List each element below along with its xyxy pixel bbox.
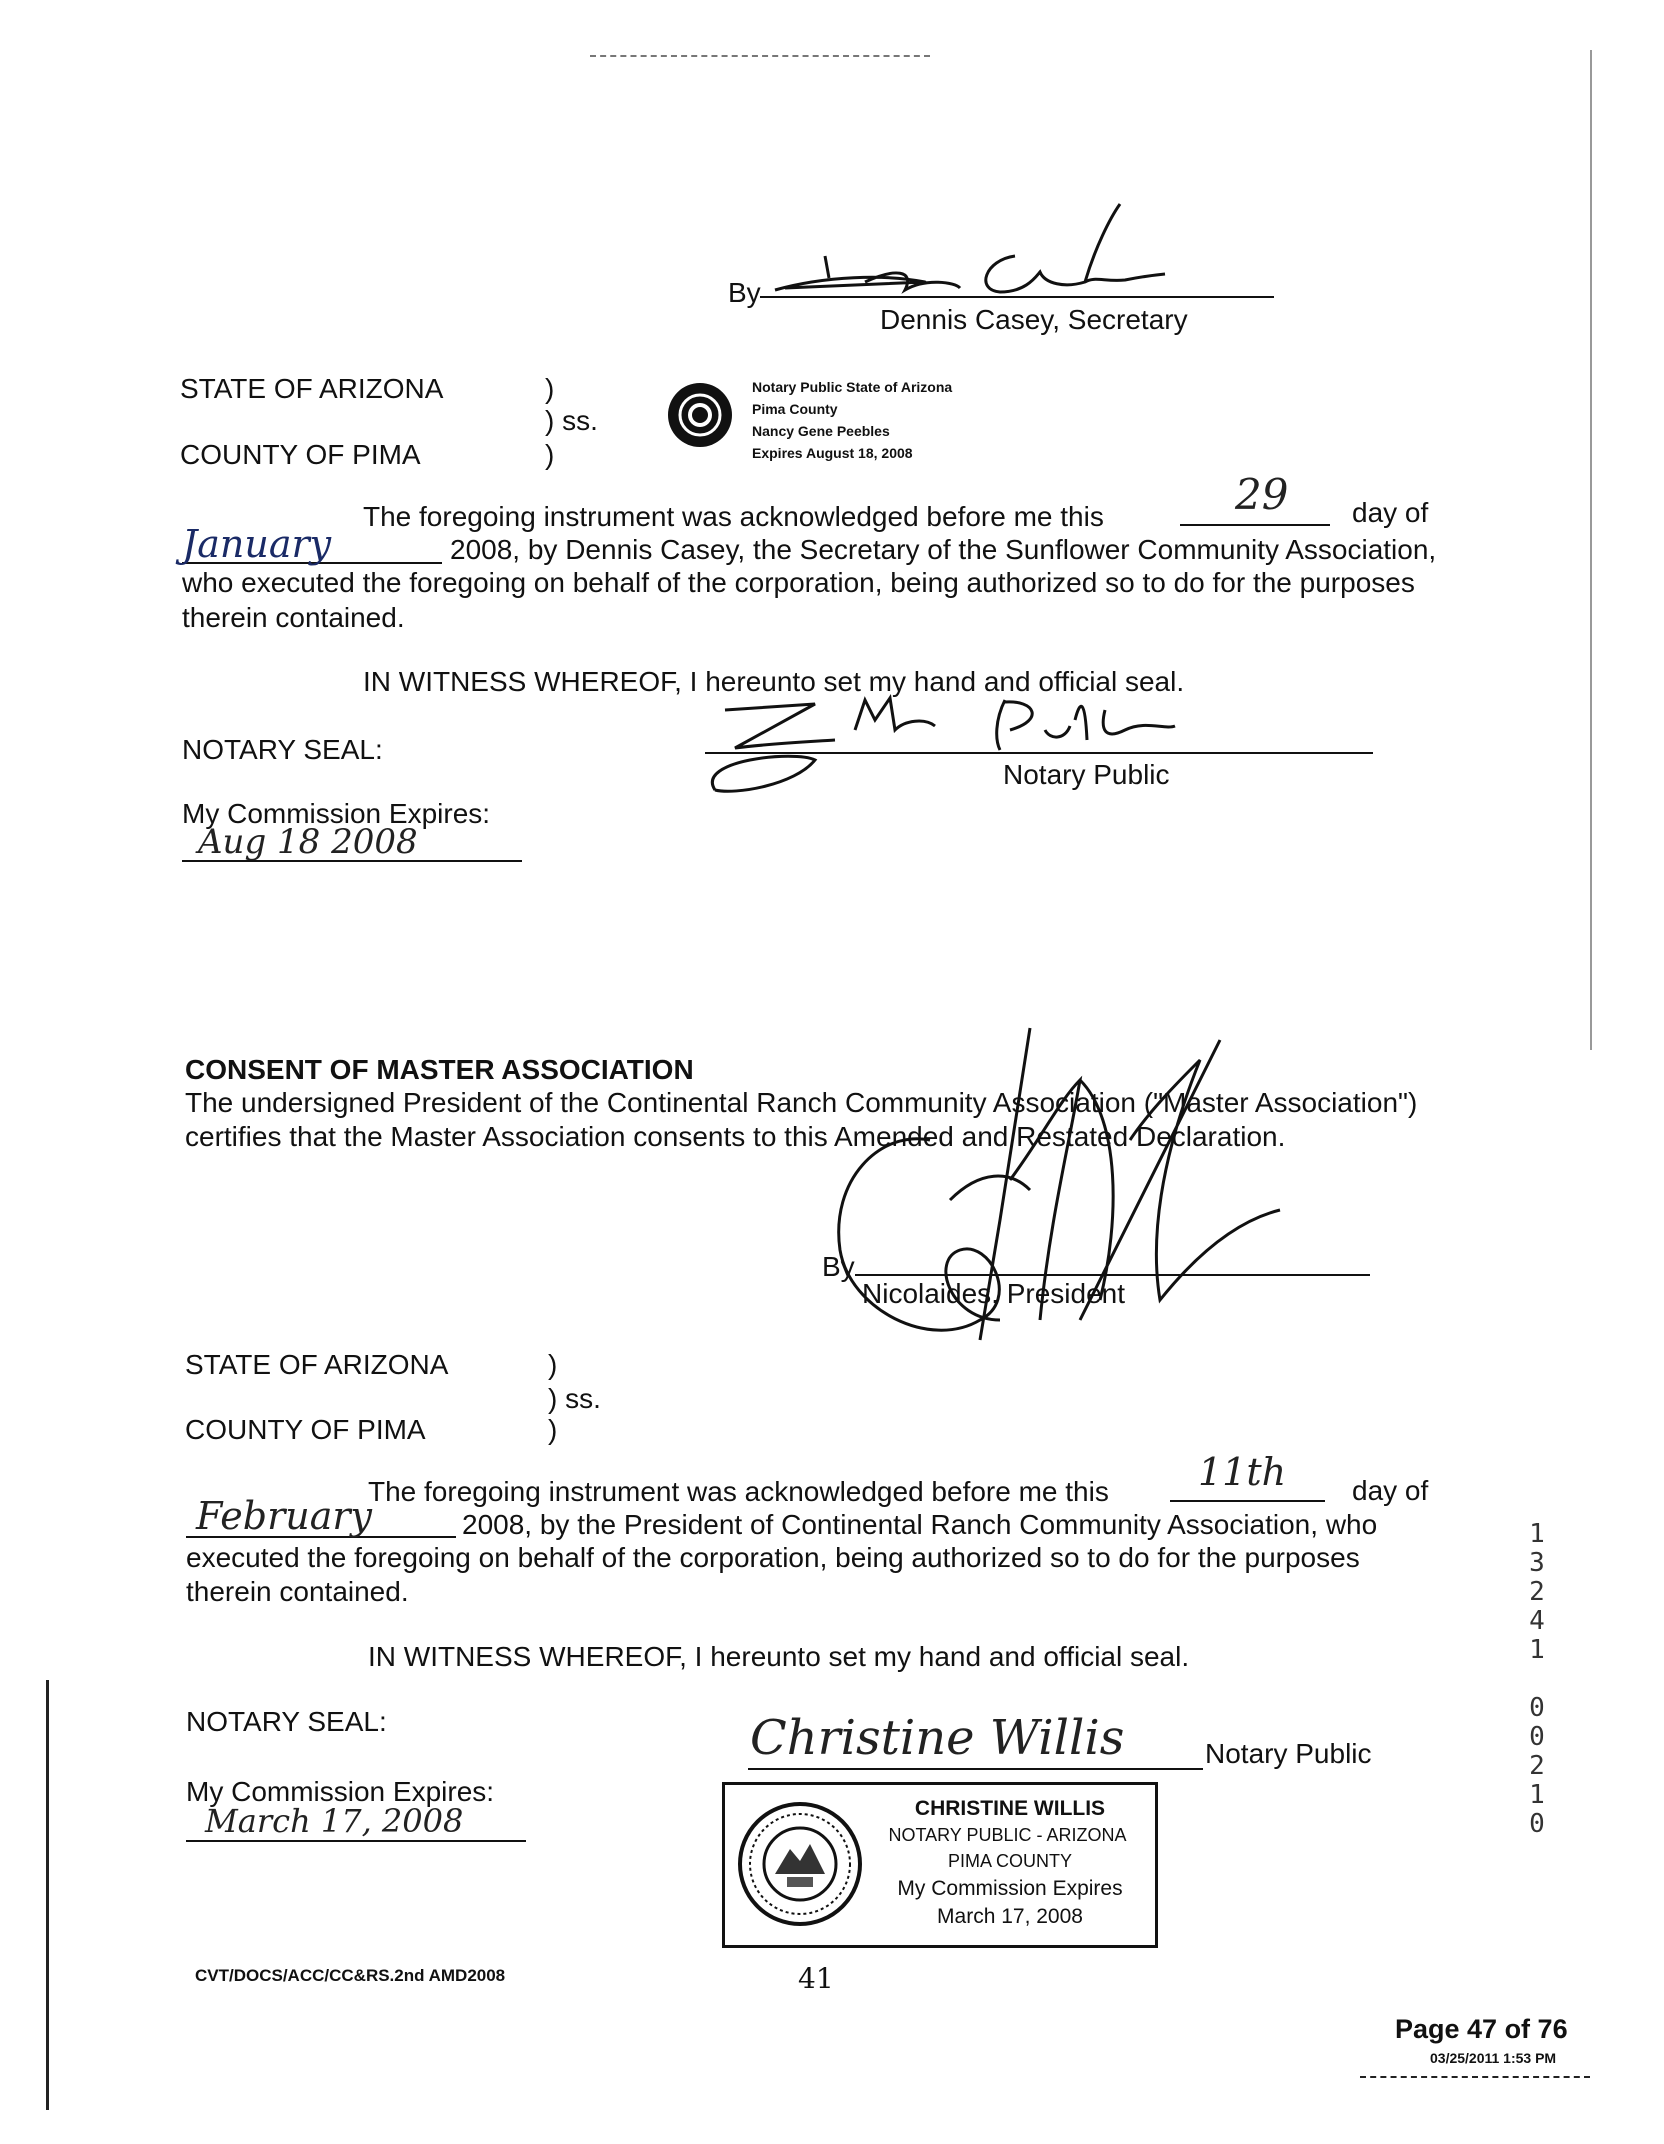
witness-text-2: IN WITNESS WHEREOF, I hereunto set my hand and official seal. [368,1641,1190,1672]
ack-line-2-2: executed the foregoing on behalf of the corporation, being authorized so to do for the purposes [186,1542,1360,1573]
consent-body-1: The undersigned President of the Continental Ranch Community Association ("Master Association") [185,1087,1418,1118]
ack-day: 29 [1235,470,1289,519]
ack-line-3: therein contained. [182,602,405,633]
consent-heading: CONSENT OF MASTER ASSOCIATION [185,1054,694,1085]
ss-label-2: ) ss. [548,1383,601,1414]
paren-3: ) [548,1349,558,1380]
by-label-2: By [822,1251,855,1282]
county-label: COUNTY OF PIMA [180,439,421,470]
ack-part-2-2: day of [1352,1475,1429,1506]
commission-line [182,860,522,862]
stamp-line-1: Notary Public State of Arizona [752,379,953,395]
signer-caption-2: Nicolaides, President [862,1278,1126,1309]
willis-stamp-line-3: PIMA COUNTY [947,1851,1072,1871]
state-label-2: STATE OF ARIZONA [185,1349,449,1380]
paren-2: ) [545,439,555,470]
ack-month-2: February [196,1494,373,1538]
willis-stamp-line-1: CHRISTINE WILLIS [914,1797,1106,1820]
ack-month: January [182,522,332,566]
ack-line-3-2: therein contained. [186,1576,409,1607]
willis-stamp-line-4: My Commission Expires [897,1877,1123,1900]
page-number: 41 [798,1962,834,1995]
stamp-line-4: Expires August 18, 2008 [752,445,913,461]
by-label: By [728,277,761,308]
commission-value-2: March 17, 2008 [205,1802,464,1840]
willis-stamp-line-5: March 17, 2008 [937,1905,1083,1928]
president-signature [780,1020,1320,1400]
county-label-2: COUNTY OF PIMA [185,1414,426,1445]
ss-label: ) ss. [545,405,598,436]
ack-part-1-2: The foregoing instrument was acknowledged before me this [368,1476,1109,1507]
left-margin-line [46,1680,49,2110]
ack-part-1: The foregoing instrument was acknowledged before me this [363,501,1104,532]
notary-public-caption-2: Notary Public [1205,1738,1372,1769]
notary-signature-willis: Christine Willis [750,1710,1125,1766]
ack-day-line-2 [1170,1500,1325,1502]
timestamp: 03/25/2011 1:53 PM [1430,2050,1557,2066]
notary-stamp-willis [722,1782,1158,1948]
commission-label: My Commission Expires: [182,798,491,829]
arizona-seal-icon [735,1799,865,1929]
ack-part-2: day of [1352,497,1429,528]
ack-rest-2: 2008, by the President of Continental Ranch Community Association, who [462,1509,1378,1540]
commission-line-2 [186,1840,526,1842]
recording-number: 1 3 2 4 1 0 0 2 1 0 [1529,1519,1545,1839]
state-label: STATE OF ARIZONA [180,373,444,404]
ack-rest: 2008, by Dennis Casey, the Secretary of the Sunflower Community Association, [450,534,1437,565]
ack-day-2: 11th [1198,1450,1287,1494]
notary-seal-icon [665,380,735,450]
footer-rule [1360,2076,1590,2078]
doc-code: CVT/DOCS/ACC/CC&RS.2nd AMD2008 [195,1966,506,1985]
paren-1: ) [545,373,555,404]
ack-day-line [1180,524,1330,526]
willis-stamp-line-2: NOTARY PUBLIC - ARIZONA [888,1825,1127,1845]
paren-4: ) [548,1414,558,1445]
commission-value: Aug 18 2008 [198,822,418,862]
commission-label-2: My Commission Expires: [186,1776,495,1807]
notary-signature-line-2 [748,1768,1203,1770]
stamp-line-2: Pima County [752,401,838,417]
dennis-casey-signature [765,198,1185,308]
witness-text: IN WITNESS WHEREOF, I hereunto set my hand and official seal. [363,666,1185,697]
right-margin-line [1590,50,1592,1050]
signer-caption: Dennis Casey, Secretary [880,304,1188,335]
consent-body-2: certifies that the Master Association consents to this Amended and Restated Declaration. [185,1121,1286,1152]
scan-artifact [590,55,930,57]
notary-seal-label: NOTARY SEAL: [182,734,383,765]
page-label: Page 47 of 76 [1395,2014,1568,2044]
ack-line-2: who executed the foregoing on behalf of the corporation, being authorized so to do for the purposes [182,567,1415,598]
notary-public-caption: Notary Public [1003,759,1170,790]
notary-seal-label-2: NOTARY SEAL: [186,1706,387,1737]
stamp-line-3: Nancy Gene Peebles [752,423,890,439]
